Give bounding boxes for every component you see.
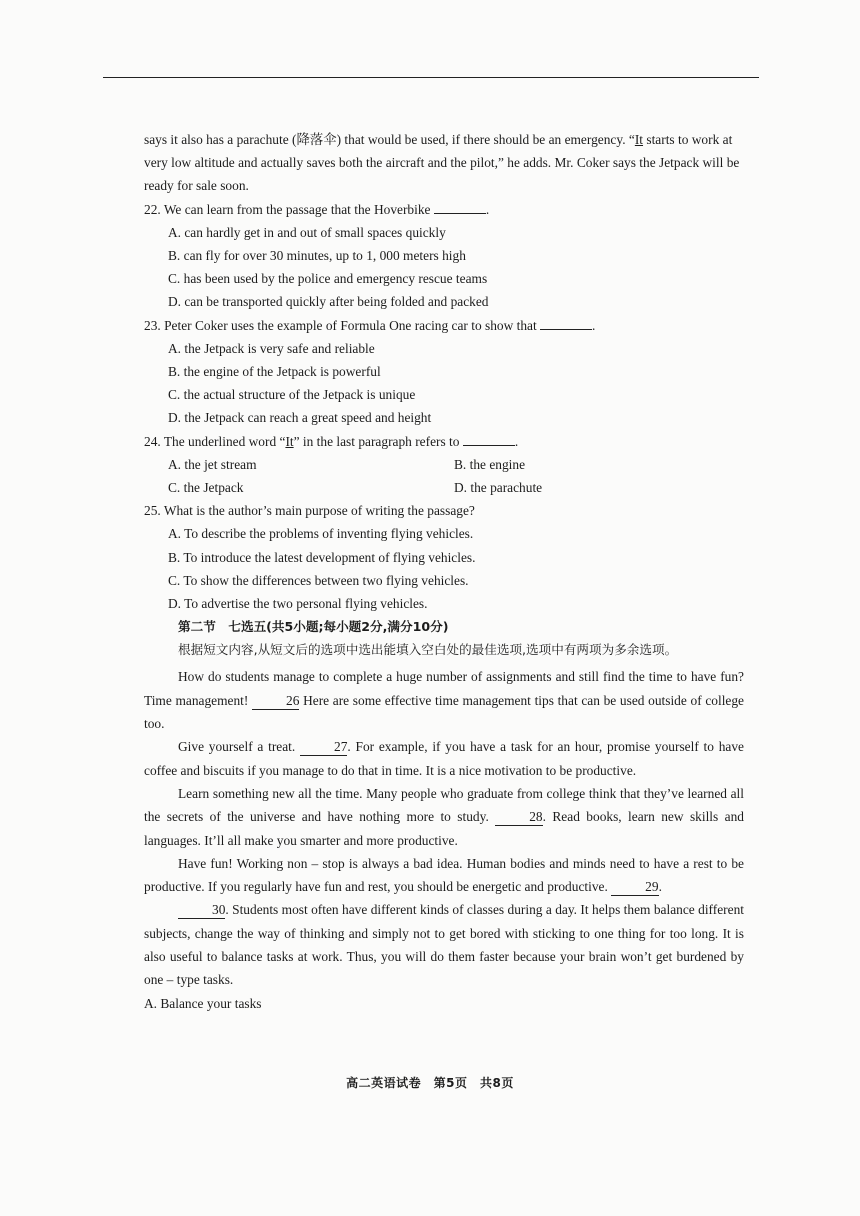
option-22c: C. has been used by the police and emergency rescue teams [168, 271, 488, 287]
option-24c: C. the Jetpack [168, 480, 244, 496]
passage-text: says it also has a parachute (降落伞) that would be used, if there should be an emergency. “ [144, 132, 635, 147]
option-23c: C. the actual structure of the Jetpack is unique [168, 387, 416, 403]
cloze-paragraph-2: Give yourself a treat. 27. For example, if you have a task for an hour, promise yourself to have coffee and biscuits if you manage to do that in time. It is a nice motivation to be productive. [144, 739, 744, 778]
cloze-paragraph-4: Have fun! Working non – stop is always a bad idea. Human bodies and minds need to have a rest to be productive. If you regularly have fun and rest, you should be energetic and productive. 29. [144, 855, 744, 895]
option-25c: C. To show the differences between two flying vehicles. [168, 572, 469, 588]
blank-27: 27 [300, 739, 347, 756]
cloze-paragraph-1: How do students manage to complete a huge number of assignments and still find the time to have fun? Time management! 26 Here are some effective time management tips that can be used outside of college too. [144, 669, 744, 732]
underlined-word-it: It [634, 132, 644, 147]
question-24: 24. The underlined word “It” in the last paragraph refers to . [144, 433, 519, 449]
question-25: 25. What is the author’s main purpose of writing the passage? [144, 503, 475, 519]
option-23d: D. the Jetpack can reach a great speed and height [168, 410, 432, 426]
blank-26: 26 [252, 693, 299, 710]
page-content [144, 128, 744, 1015]
options-24-row1 [168, 453, 744, 476]
cloze-option-a: A. Balance your tasks [144, 995, 262, 1011]
blank-29: 29 [611, 879, 658, 896]
answer-blank [434, 201, 486, 214]
option-23b: B. the engine of the Jetpack is powerful [168, 364, 381, 380]
option-22d: D. can be transported quickly after being folded and packed [168, 294, 489, 310]
blank-30: 30 [178, 902, 225, 919]
section-instruction: 根据短文内容,从短文后的选项中选出能填入空白处的最佳选项,选项中有两项为多余选项。 [178, 642, 678, 658]
question-23: 23. Peter Coker uses the example of Formula One racing car to show that . [144, 317, 596, 333]
options-24-row2 [168, 476, 744, 499]
option-25d: D. To advertise the two personal flying vehicles. [168, 596, 428, 612]
page-footer: 高二英语试卷 第5页 共8页 [346, 1076, 514, 1090]
passage-text-cont: starts to work at very low altitude and actually saves both the aircraft and the pilot,” he adds. Mr. Coker says the Jetpack will be ready for sale soon. [144, 132, 740, 194]
cloze-paragraph-3: Learn something new all the time. Many people who graduate from college think that they’ve learned all the secrets of the universe and have nothing more to study. 28. Read books, learn new skills and languages. It’ll all make you smarter and more productive. [144, 785, 744, 848]
option-24d: D. the parachute [454, 480, 543, 496]
option-25a: A. To describe the problems of inventing flying vehicles. [168, 526, 474, 542]
blank-28: 28 [495, 809, 542, 826]
answer-blank [463, 433, 515, 446]
option-25b: B. To introduce the latest development of flying vehicles. [168, 549, 476, 565]
top-divider [103, 77, 759, 78]
option-24a: A. the jet stream [168, 456, 257, 472]
option-22a: A. can hardly get in and out of small spaces quickly [168, 224, 446, 240]
option-24b: B. the engine [454, 456, 526, 472]
answer-blank [540, 317, 592, 330]
section-heading: 第二节 七选五(共5小题;每小题2分,满分10分) [178, 619, 449, 635]
question-22: 22. We can learn from the passage that the Hoverbike . [144, 201, 490, 217]
cloze-paragraph-5: 30. Students most often have different kinds of classes during a day. It helps them balance different subjects, change the way of thinking and simply not to get bored with sticking to one thing for too long. It is also useful to balance tasks at work. Thus, you will do them faster because your brain won’t get burdened by one – type tasks. [144, 902, 744, 988]
passage-ending [144, 128, 744, 198]
option-22b: B. can fly for over 30 minutes, up to 1, 000 meters high [168, 248, 466, 264]
option-23a: A. the Jetpack is very safe and reliable [168, 340, 375, 356]
